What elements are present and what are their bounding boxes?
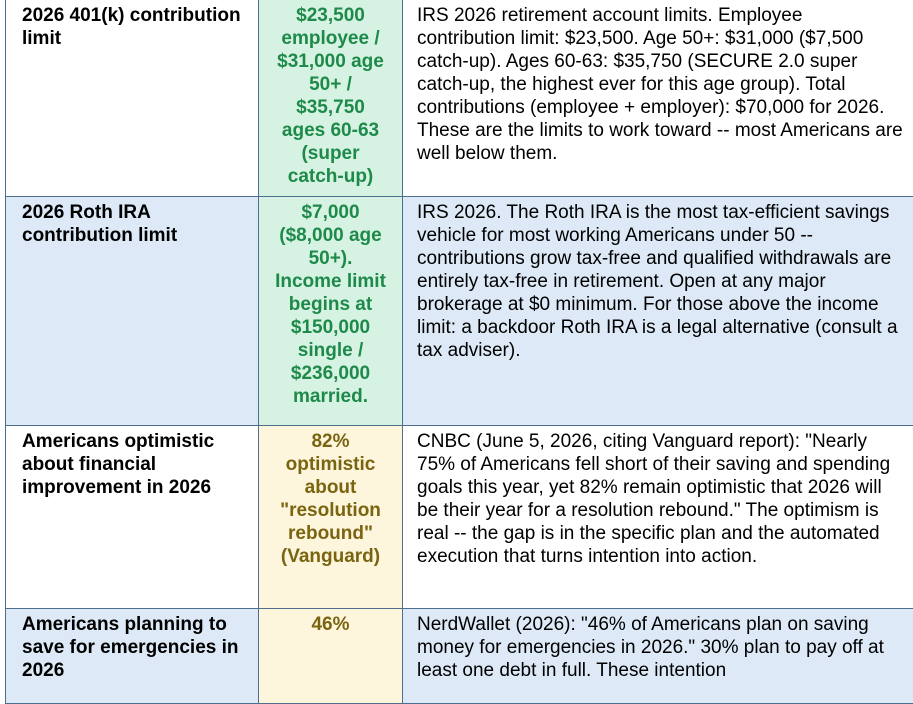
row-value: 82% optimistic about "resolution rebound" (Vanguard) (259, 426, 403, 609)
table-row (6, 197, 913, 426)
table-row (6, 0, 913, 197)
row-label: Americans optimistic about financial improvement in 2026 (6, 426, 259, 609)
table-row (6, 609, 913, 704)
row-label: Americans planning to save for emergencies in 2026 (6, 609, 259, 704)
data-table (5, 0, 913, 704)
row-source: CNBC (June 5, 2026, citing Vanguard report): "Nearly 75% of Americans fell short of their saving and spending goals this year, yet 82% remain optimistic that 2026 will be their year for a resolution rebound." The optimism is real -- the gap is in the specific plan and the automated execution that turns intention into action. (403, 426, 913, 609)
table-row (6, 426, 913, 609)
row-label: 2026 401(k) contribution limit (6, 0, 259, 197)
row-source: IRS 2026. The Roth IRA is the most tax-efficient savings vehicle for most working Americans under 50 -- contributions grow tax-free and qualified withdrawals are entirely tax-free in retirement. Open at any major brokerage at $0 minimum. For those above the income limit: a backdoor Roth IRA is a legal alternative (consult a tax adviser). (403, 197, 913, 426)
row-value: $7,000 ($8,000 age 50+). Income limit begins at $150,000 single / $236,000 married. (259, 197, 403, 426)
row-source: IRS 2026 retirement account limits. Employee contribution limit: $23,500. Age 50+: $31,000 ($7,500 catch-up). Ages 60-63: $35,750 (SECURE 2.0 super catch-up, the highest ever for this age group). Total contributions (employee + employer): $70,000 for 2026. These are the limits to work toward -- most Americans are well below them. (403, 0, 913, 197)
row-label: 2026 Roth IRA contribution limit (6, 197, 259, 426)
row-value: $23,500 employee / $31,000 age 50+ / $35,750 ages 60-63 (super catch-up) (259, 0, 403, 197)
row-value: 46% (259, 609, 403, 704)
row-source: NerdWallet (2026): "46% of Americans plan on saving money for emergencies in 2026." 30% plan to pay off at least one debt in full. These intention (403, 609, 913, 704)
